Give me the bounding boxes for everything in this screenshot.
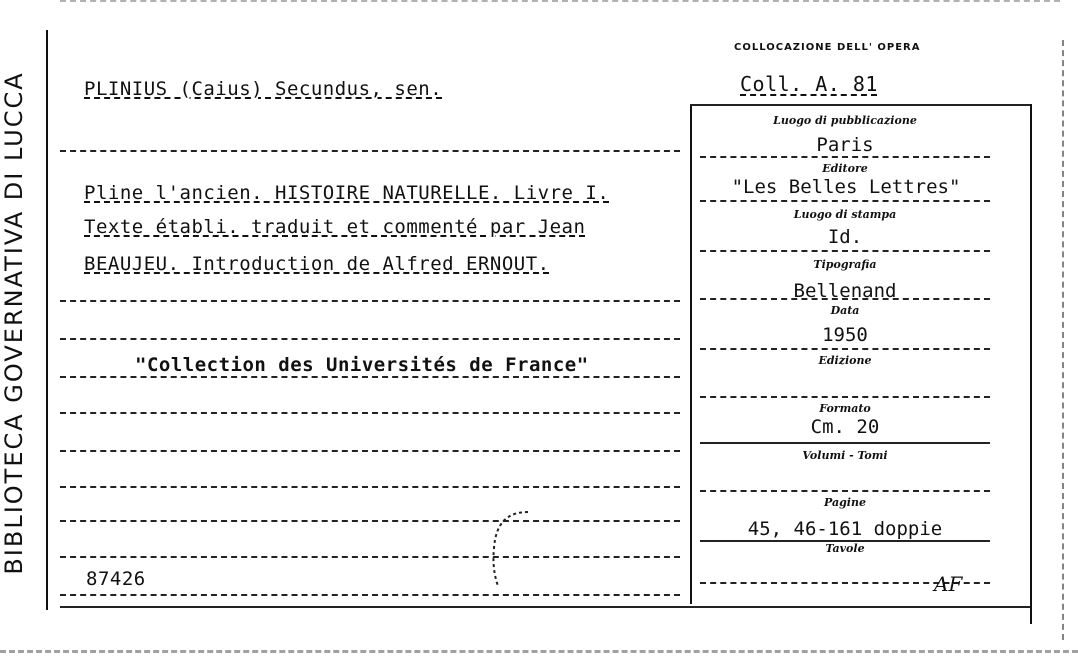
field-label-typography: Tipografia — [813, 258, 877, 271]
field-value-typography: Bellenand — [793, 280, 897, 302]
line — [60, 594, 680, 596]
line — [700, 348, 990, 350]
field-value-print-place: Id. — [827, 226, 863, 248]
initials: AF — [934, 572, 963, 596]
field-label-format: Formato — [819, 402, 871, 415]
field-label-publication-place: Luogo di pubblicazione — [773, 114, 917, 127]
line — [700, 396, 990, 398]
field-value-pages: 45, 46-161 doppie — [747, 518, 943, 540]
left-margin-rule — [46, 30, 48, 610]
line — [60, 450, 680, 452]
field-label-print-place: Luogo di stampa — [793, 208, 897, 221]
field-label-publisher: Editore — [822, 162, 868, 175]
line — [700, 250, 990, 252]
line — [700, 156, 990, 158]
line — [700, 442, 990, 444]
line — [60, 486, 680, 488]
info-box-right-border — [1030, 104, 1032, 624]
title-line-3: BEAUJEU. Introduction de Alfred ERNOUT. — [84, 253, 550, 275]
field-value-publisher: "Les Belles Lettres" — [731, 176, 961, 198]
collocazione-header: COLLOCAZIONE DELL' OPERA — [734, 42, 921, 53]
field-label-date: Data — [830, 304, 860, 317]
line — [60, 556, 680, 558]
field-label-plates: Tavole — [825, 542, 865, 555]
line — [60, 300, 680, 302]
series-line: "Collection des Universités de France" — [135, 354, 589, 376]
line — [700, 298, 990, 300]
scan-edge-bottom — [0, 650, 1078, 663]
scan-edge-top — [60, 0, 1060, 8]
line — [700, 490, 990, 492]
library-label: BIBLIOTECA GOVERNATIVA DI LUCCA — [0, 71, 28, 575]
field-value-format: Cm. 20 — [810, 416, 880, 438]
field-value-publication-place: Paris — [816, 134, 874, 156]
author-line: PLINIUS (Caius) Secundus, sen. — [84, 78, 443, 100]
field-label-volumes: Volumi - Tomi — [802, 449, 888, 462]
bracket-mark — [478, 508, 538, 588]
line — [60, 412, 680, 414]
inventory-number: 87426 — [86, 568, 146, 590]
title-line-1: Pline l'ancien. HISTOIRE NATURELLE. Livre I. — [84, 182, 610, 204]
collocazione-value: Coll. A. 81 — [740, 72, 878, 96]
info-box-top-border — [690, 104, 1030, 106]
line — [60, 150, 680, 152]
bottom-rule — [60, 606, 1030, 608]
field-value-date: 1950 — [822, 324, 868, 346]
line — [700, 200, 990, 202]
field-label-pages: Pagine — [824, 496, 866, 509]
line — [60, 376, 680, 378]
scan-edge-right — [1062, 40, 1078, 640]
info-box-left-border — [690, 104, 692, 604]
field-label-edition: Edizione — [818, 354, 872, 367]
line — [60, 338, 680, 340]
line — [60, 520, 680, 522]
title-line-2: Texte établi. traduit et commenté par Jean — [84, 216, 586, 238]
